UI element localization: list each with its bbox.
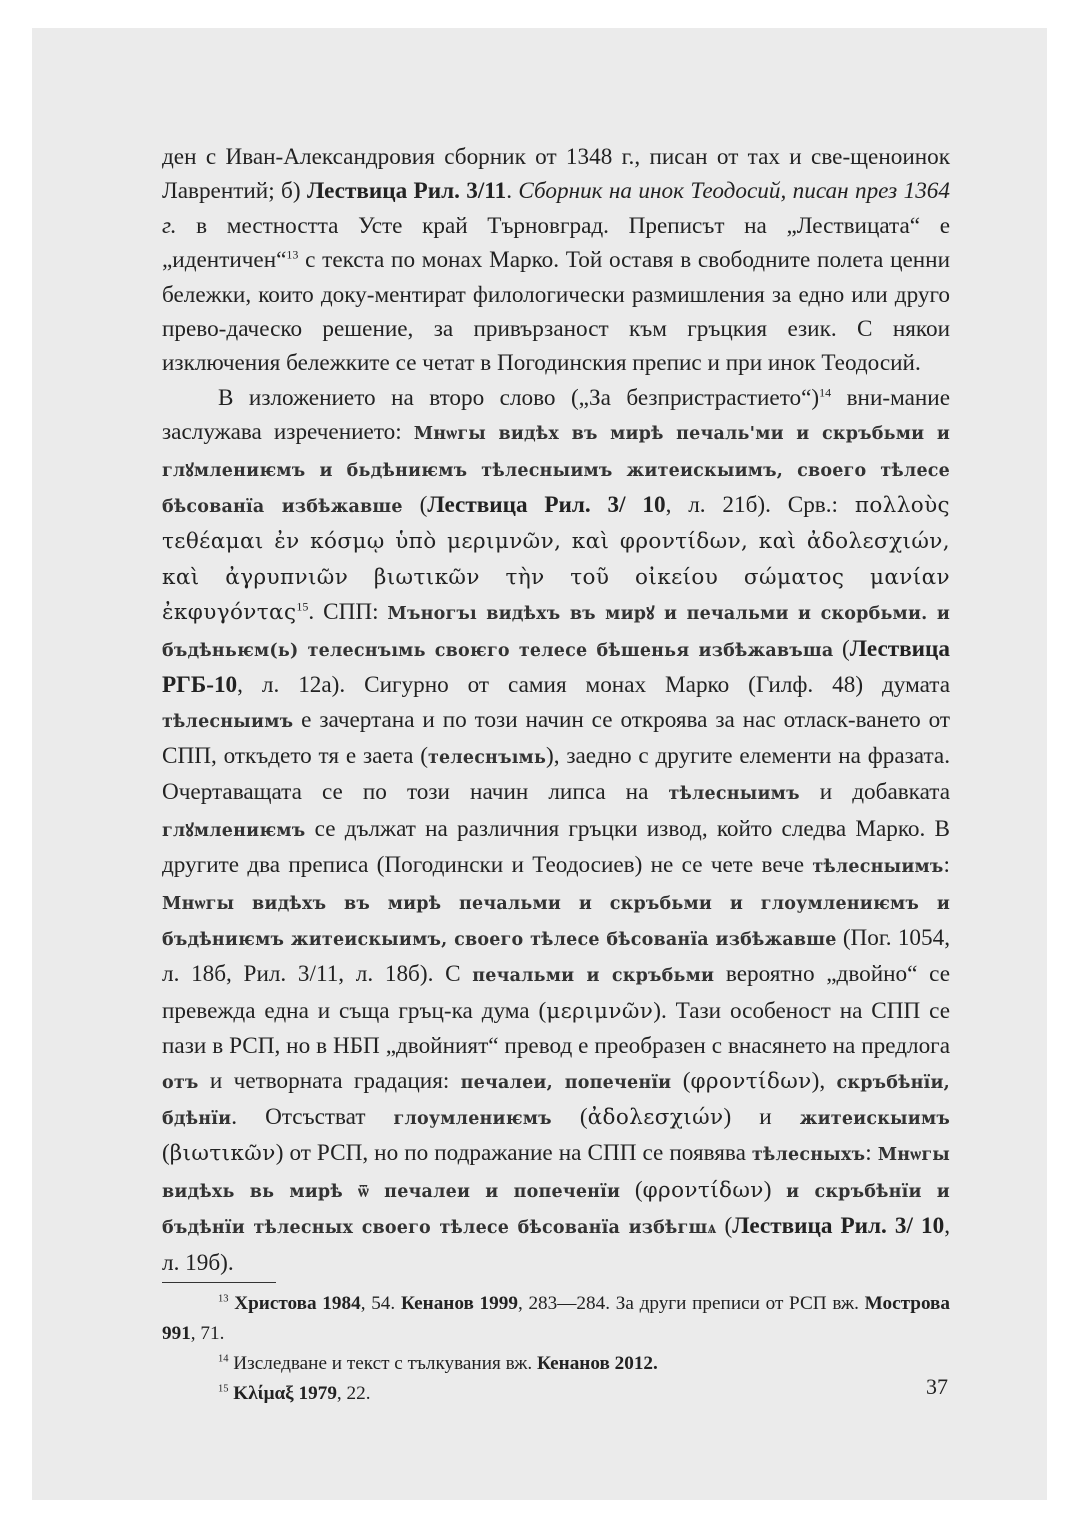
text-run: (: [833, 635, 850, 662]
italic-phrase: Сборник на инок Теодосий, писан през 1364 г.: [162, 178, 950, 239]
text-run: (: [551, 1103, 588, 1130]
text-run: вероятно „двойно“ се превежда една и съща гръц-ка дума (: [162, 961, 950, 1024]
main-text: [162, 140, 950, 1280]
slavonic-word: тѣлесныимъ: [812, 857, 944, 878]
text-run: В изложението на второ слово („За безпристрастието“): [218, 384, 820, 411]
footnotes: [162, 1289, 950, 1409]
footnote-ref-14[interactable]: 14: [819, 385, 832, 400]
footnote-ref-15[interactable]: 15: [296, 599, 309, 614]
text-run: , л. 19б).: [162, 1213, 951, 1276]
text-run: . Отсъстват: [231, 1103, 394, 1130]
paragraph-2: [162, 381, 950, 1280]
slavonic-word: глоумлениѥмъ: [393, 1108, 552, 1129]
greek-word: φροντίδων: [642, 1177, 764, 1203]
text-run: (: [620, 1176, 643, 1203]
footnote-15: [162, 1379, 950, 1409]
text-run: в местността Усте край Търновград. Преписът на „Лествицата“ е „идентичен“: [162, 212, 950, 274]
text-run: , л. 21б). Срв.:: [665, 492, 855, 519]
slavonic-quote: Мнѡгы видѣхь вь мирѣ ѿ печалеи и попеченїи: [162, 1145, 950, 1202]
footnote-separator: [162, 1282, 276, 1283]
text-run: (Пог. 1054, л. 18б, Рил. 3/11, л. 18б). С: [162, 924, 950, 988]
text-run: ),: [811, 1067, 837, 1094]
footnote-number: 15: [218, 1383, 229, 1395]
text-run: е зачертана и по този начин се откроява за нас отласк-ването от СПП, откъдето тя е заета (: [162, 706, 950, 769]
text-run: :: [865, 1140, 878, 1167]
text-run: , 283—284. За други преписи от РСП вж.: [517, 1293, 865, 1314]
slavonic-quote: и скръбѣнїи и бъдѣнїи тѣлесных своего тѣлесе бѣсованїа избѣгшѧ: [162, 1181, 950, 1239]
reference-author: Мострова 991: [162, 1293, 951, 1344]
greek-word: φροντίδων: [690, 1068, 812, 1094]
slavonic-quote: Мнѡгы видѣхъ въ мирѣ печальми и скръбьми и глоумлениѥмъ и бъдѣниѥмъ житеискыимъ, своего тѣлесе бѣсованїа избѣжавше: [162, 893, 950, 950]
text-run: . СПП:: [308, 599, 388, 626]
footnote-number: 13: [218, 1293, 229, 1305]
reference-author: Христова 1984: [234, 1293, 361, 1314]
source-citation: Лествица Рил. 3/ 10: [427, 492, 666, 519]
source-citation: Лествица РГБ-10: [162, 635, 950, 699]
slavonic-word: телеснъıмь: [427, 747, 547, 768]
footnote-13: [162, 1289, 950, 1349]
text-run: ): [763, 1176, 787, 1203]
text-run: Изследване и текст с тълкувания вж.: [233, 1353, 537, 1374]
text-run: ). Тази особеност на СПП се пази в РСП, но в НБП „двойният“ превод е преобразен с внасянето на предлога: [162, 997, 951, 1060]
paragraph-1: [162, 140, 950, 381]
source-citation: Лествица Рил. 3/11: [306, 178, 507, 205]
slavonic-quote: Мнѡгы видѣх въ мирѣ печаль'ми и скръбьми и глꙋмлениѥмъ и бьдѣниѥмъ тѣлесныимъ житеискыимъ, своего тѣлесе бѣсованїа избѣжавше: [162, 424, 950, 518]
text-run: ) от РСП, но по подражание на СПП се появява: [275, 1140, 752, 1167]
text-run: .: [506, 178, 519, 205]
footnote-ref-13[interactable]: 13: [286, 247, 299, 262]
reference-author: Кенанов 1999: [400, 1293, 518, 1314]
text-run: и четворната градация:: [198, 1067, 461, 1094]
slavonic-word: отъ: [162, 1072, 199, 1093]
greek-word: βιωτικῶν: [169, 1141, 276, 1167]
slavonic-word: тѣлесныхъ: [751, 1145, 866, 1166]
text-run: , 54.: [360, 1293, 401, 1314]
text-run: с текста по монах Марко. Той оставя в свободните полета ценни бележки, които доку-ментират филологически размишления за едно или друго прево-даческо решение, за привързаност към гръцкия език. С някои изключения бележките се четат в Погодинския препис и при инок Теодосий.: [162, 247, 950, 377]
footnote-14: [162, 1349, 950, 1379]
text-run: (: [402, 492, 428, 519]
slavonic-word: печальми и скръбьми: [472, 966, 715, 987]
text-run: и добавката: [799, 779, 951, 806]
slavonic-word: печалеи, попеченїи: [460, 1072, 672, 1093]
text-run: ) и: [723, 1103, 800, 1130]
source-citation: Лествица Рил. 3/ 10: [732, 1213, 945, 1240]
slavonic-word: глꙋмлениѥмъ: [162, 820, 306, 841]
greek-word: μεριμνῶν: [546, 998, 654, 1024]
text-run: (: [716, 1213, 733, 1240]
text-run: :: [943, 852, 950, 879]
slavonic-word: тѣлесныимъ: [668, 784, 800, 805]
slavonic-word: житеискыимъ: [799, 1108, 950, 1129]
text-run: вни-мание заслужава изречението:: [162, 384, 950, 446]
greek-quote: πολλοὺς τεθέαμαι ἐν κόσμῳ ὑπὸ μεριμνῶν, καὶ φροντίδων, καὶ ἀδολεσχιών, καὶ ἀγρυπνιῶν βιωτικῶν τὴν τοῦ οἰκείου σώματος μανίαν ἐκφυγόντας: [162, 493, 950, 626]
text-run: ), заедно с другите елементи на фразата. Очертаващата се по този начин липса на: [162, 742, 950, 806]
footnote-number: 14: [218, 1353, 229, 1365]
reference-author: Κλίμαξ 1979: [233, 1383, 337, 1404]
reference-author: Кенанов 2012.: [536, 1353, 658, 1374]
text-run: (: [671, 1067, 691, 1094]
slavonic-word: скръбѣнїи, бдѣнїи: [162, 1072, 950, 1129]
slavonic-word: тѣлесныимъ: [162, 711, 294, 732]
text-run: , л. 12а). Сигурно от самия монах Марко (Гилф. 48) думата: [237, 672, 950, 699]
greek-word: ἀδολεσχιών: [587, 1104, 724, 1130]
text-run: , 22.: [336, 1383, 371, 1404]
page-number: 37: [926, 1374, 948, 1399]
text-run: ден с Иван-Александровия сборник от 1348 г., писан от тах и све-щеноинок Лаврентий; б): [162, 144, 950, 205]
slavonic-quote: Мъногъı видѣхъ въ мирꙋ и печальми и скорбьми. и бъдѣньѥм(ь) телеснъıмь своѥго телесе бѣшенья избѣжавъша: [162, 604, 950, 661]
text-run: , 71.: [190, 1323, 225, 1344]
text-run: (: [162, 1140, 170, 1167]
text-run: се дължат на различния гръцки извод, който следва Марко. В другите два преписа (Погодински и Теодосиев) не се чете вече: [162, 815, 950, 879]
